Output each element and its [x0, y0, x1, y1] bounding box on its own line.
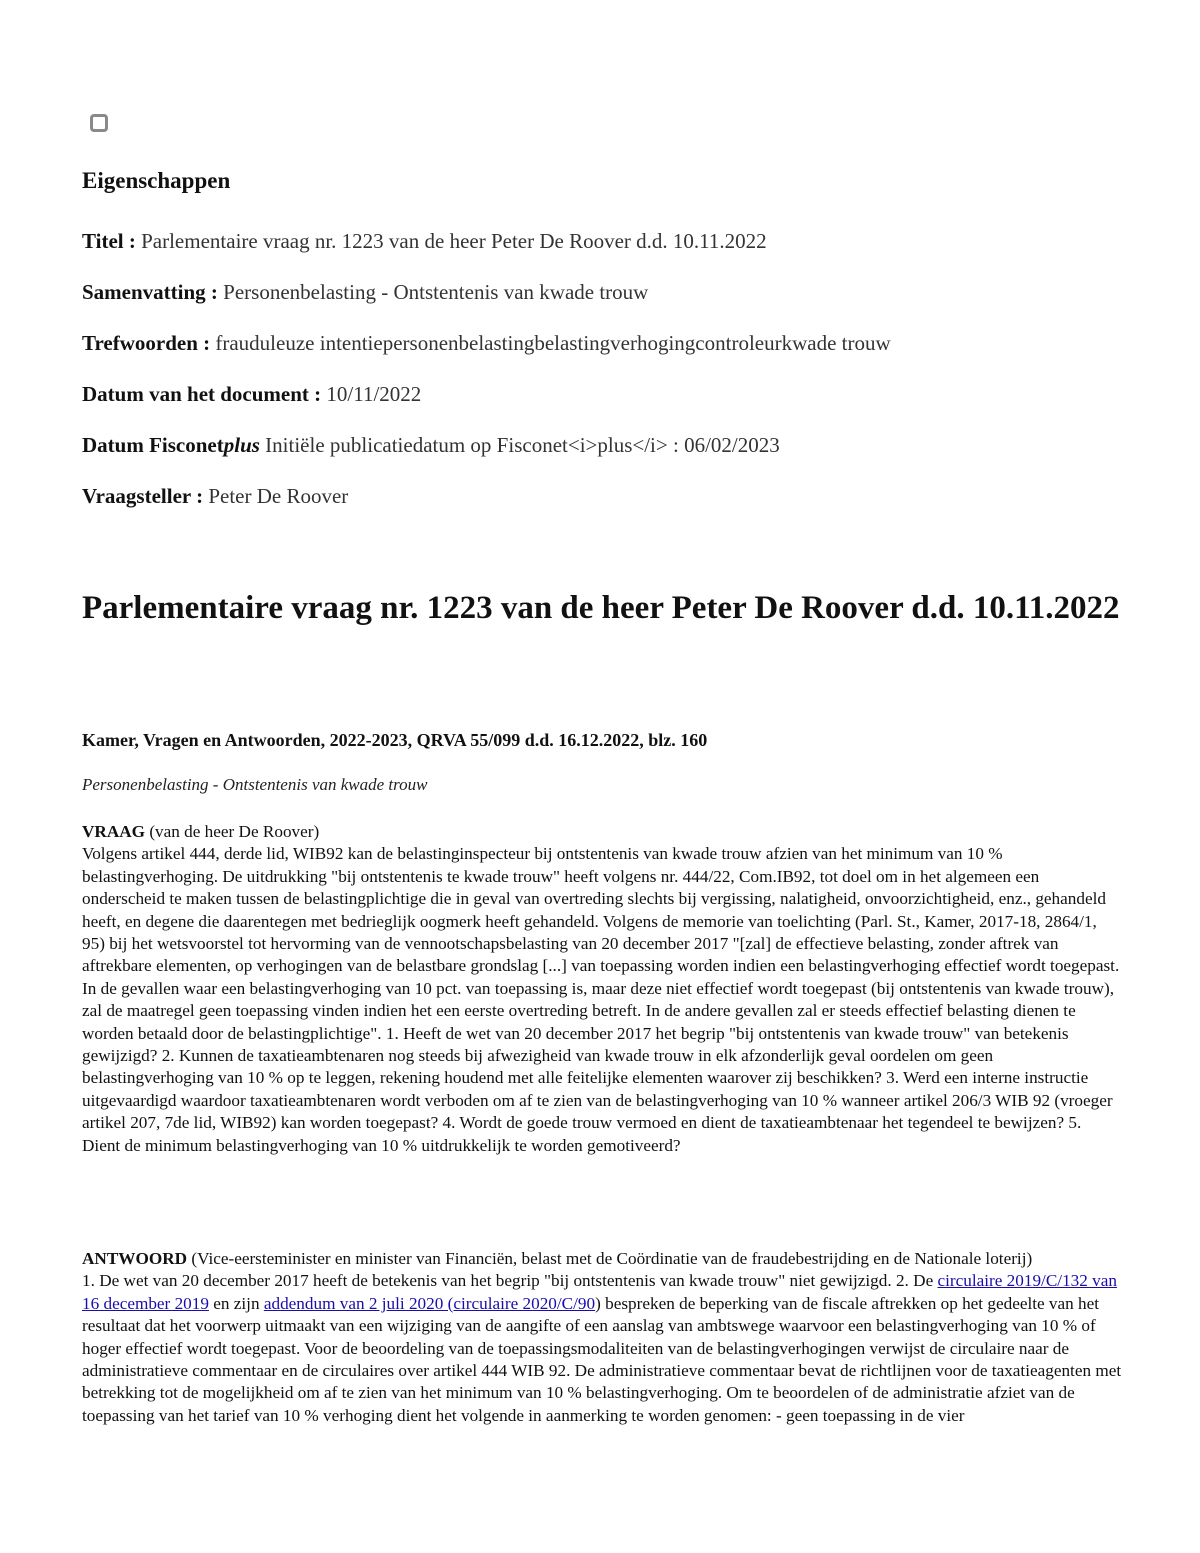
property-value: Peter De Roover [208, 484, 349, 508]
document-title: Parlementaire vraag nr. 1223 van de heer Peter De Roover d.d. 10.11.2022 [82, 590, 1120, 626]
answer-section [82, 1248, 1122, 1427]
circulaire-link[interactable]: circulaire 2019/C/132 van 16 december 2019 [82, 1271, 1117, 1313]
property-label: Vraagsteller : [82, 484, 204, 508]
question-text: Volgens artikel 444, derde lid, WIB92 kan de belastinginspecteur bij ontstentenis van kwade trouw afzien van het minimum van 10 % belastingverhoging. De uitdrukking "bij ontstentenis te kwade trouw" heeft volgens nr. 444/22, Com.IB92, tot doel om in het algemeen een onderscheid te maken tussen de belastingplichtige die in geval van overtreding slechts bij vergissing, nalatigheid, onvoorzichtigheid, enz., gehandeld heeft, en degene die daarentegen met bedrieglijk oogmerk heeft gehandeld. Volgens de memorie van toelichting (Parl. St., Kamer, 2017-18, 2864/1, 95) bij het wetsvoorstel tot hervorming van de vennootschapsbelasting van 20 december 2017 "[zal] de effectieve belasting, zonder aftrek van aftrekbare elementen, op verhogingen van de belastbare grondslag [...] van toepassing worden indien een belastingverhoging effectief wordt toegepast. In de gevallen waar een belastingverhoging van 10 pct. van toepassing is, maar deze niet effectief wordt toegepast (bij ontstentenis van kwade trouw), zal de maatregel geen toepassing vinden indien het een eerste overtreding betreft. In de andere gevallen zal er steeds effectief belasting dienen te worden betaald door de belastingplichtige". 1. Heeft de wet van 20 december 2017 het begrip "bij ontstentenis van kwade trouw" van betekenis gewijzigd? 2. Kunnen de taxatieambtenaren nog steeds bij afwezigheid van kwade trouw in elk afzonderlijk geval oordelen om geen belastingverhoging van 10 % op te leggen, rekening houdend met alle feitelijke elementen waarover zij beschikken? 3. Werd een interne instructie uitgevaardigd waardoor taxatieambtenaren wordt verboden om af te zien van de belastingverhoging van 10 % wanneer artikel 206/3 WIB 92 (vroeger artikel 207, 7de lid, WIB92) kan worden toegepast? 4. Wordt de goede trouw vermoed en dient de taxatieambtenaar het tegendeel te bewijzen? 5. Dient de minimum belastingverhoging van 10 % uitdrukkelijk te worden gemotiveerd? [82, 844, 1120, 1155]
property-value: Parlementaire vraag nr. 1223 van de heer Peter De Roover d.d. 10.11.2022 [141, 229, 767, 253]
property-value: Initiële publicatiedatum op Fisconet<i>plus</i> : 06/02/2023 [265, 433, 780, 457]
answer-text: en zijn [208, 1293, 264, 1313]
question-section [82, 821, 1122, 1157]
property-label: Datum van het document : [82, 382, 322, 406]
answer-by: (Vice-eersteminister en minister van Financiën, belast met de Coördinatie van de fraudebestrijding en de Nationale loterij) [187, 1249, 1033, 1268]
answer-text: 1. De wet van 20 december 2017 heeft de betekenis van het begrip "bij ontstentenis van kwade trouw" niet gewijzigd. 2. De [82, 1271, 938, 1291]
property-label: Titel : [82, 229, 136, 253]
property-value: Personenbelasting - Ontstentenis van kwade trouw [223, 280, 649, 304]
checkbox[interactable] [90, 114, 108, 132]
answer-label: ANTWOORD [82, 1249, 188, 1268]
property-value: 10/11/2022 [326, 382, 422, 406]
property-label: Samenvatting : [82, 280, 218, 304]
property-datum-fisconet [82, 433, 780, 458]
document-subject: Personenbelasting - Ontstentenis van kwade trouw [82, 775, 428, 794]
property-label: Trefwoorden : [82, 331, 211, 355]
properties-heading: Eigenschappen [82, 168, 231, 193]
property-vraagsteller [82, 484, 348, 509]
question-label: VRAAG [82, 822, 146, 841]
property-label: Datum Fisconetplus [82, 433, 260, 457]
addendum-link[interactable]: addendum van 2 juli 2020 (circulaire 2020/C/90 [263, 1293, 596, 1313]
property-titel [82, 229, 767, 254]
source-reference: Kamer, Vragen en Antwoorden, 2022-2023, QRVA 55/099 d.d. 16.12.2022, blz. 160 [82, 730, 708, 750]
property-value: frauduleuze intentiepersonenbelastingbelastingverhogingcontroleurkwade trouw [215, 331, 891, 355]
property-trefwoorden [82, 331, 891, 356]
answer-text: ) bespreken de beperking van de fiscale aftrekken op het gedeelte van het resultaat dat het voorwerp uitmaakt van een wijziging van de aangifte of een aanslag van ambtswege waarvoor een belastingverhoging van 10 % of hoger effectief wordt toegepast. Voor de beoordeling van de toepassingsmodaliteiten van de belastingverhogingen verwijst de circulaire naar de administratieve commentaar en de circulaires over artikel 444 WIB 92. De administratieve commentaar bevat de richtlijnen voor de taxatieagenten met betrekking tot de mogelijkheid om af te zien van het minimum van 10 % belastingverhoging. Om te beoordelen of de administratie afziet van de toepassing van het tarief van 10 % verhoging dient het volgende in aanmerking te worden genomen: - geen toepassing in de vier [82, 1293, 1122, 1425]
question-asker: (van de heer De Roover) [145, 822, 320, 841]
property-samenvatting [82, 280, 648, 305]
property-datum-document [82, 382, 421, 407]
